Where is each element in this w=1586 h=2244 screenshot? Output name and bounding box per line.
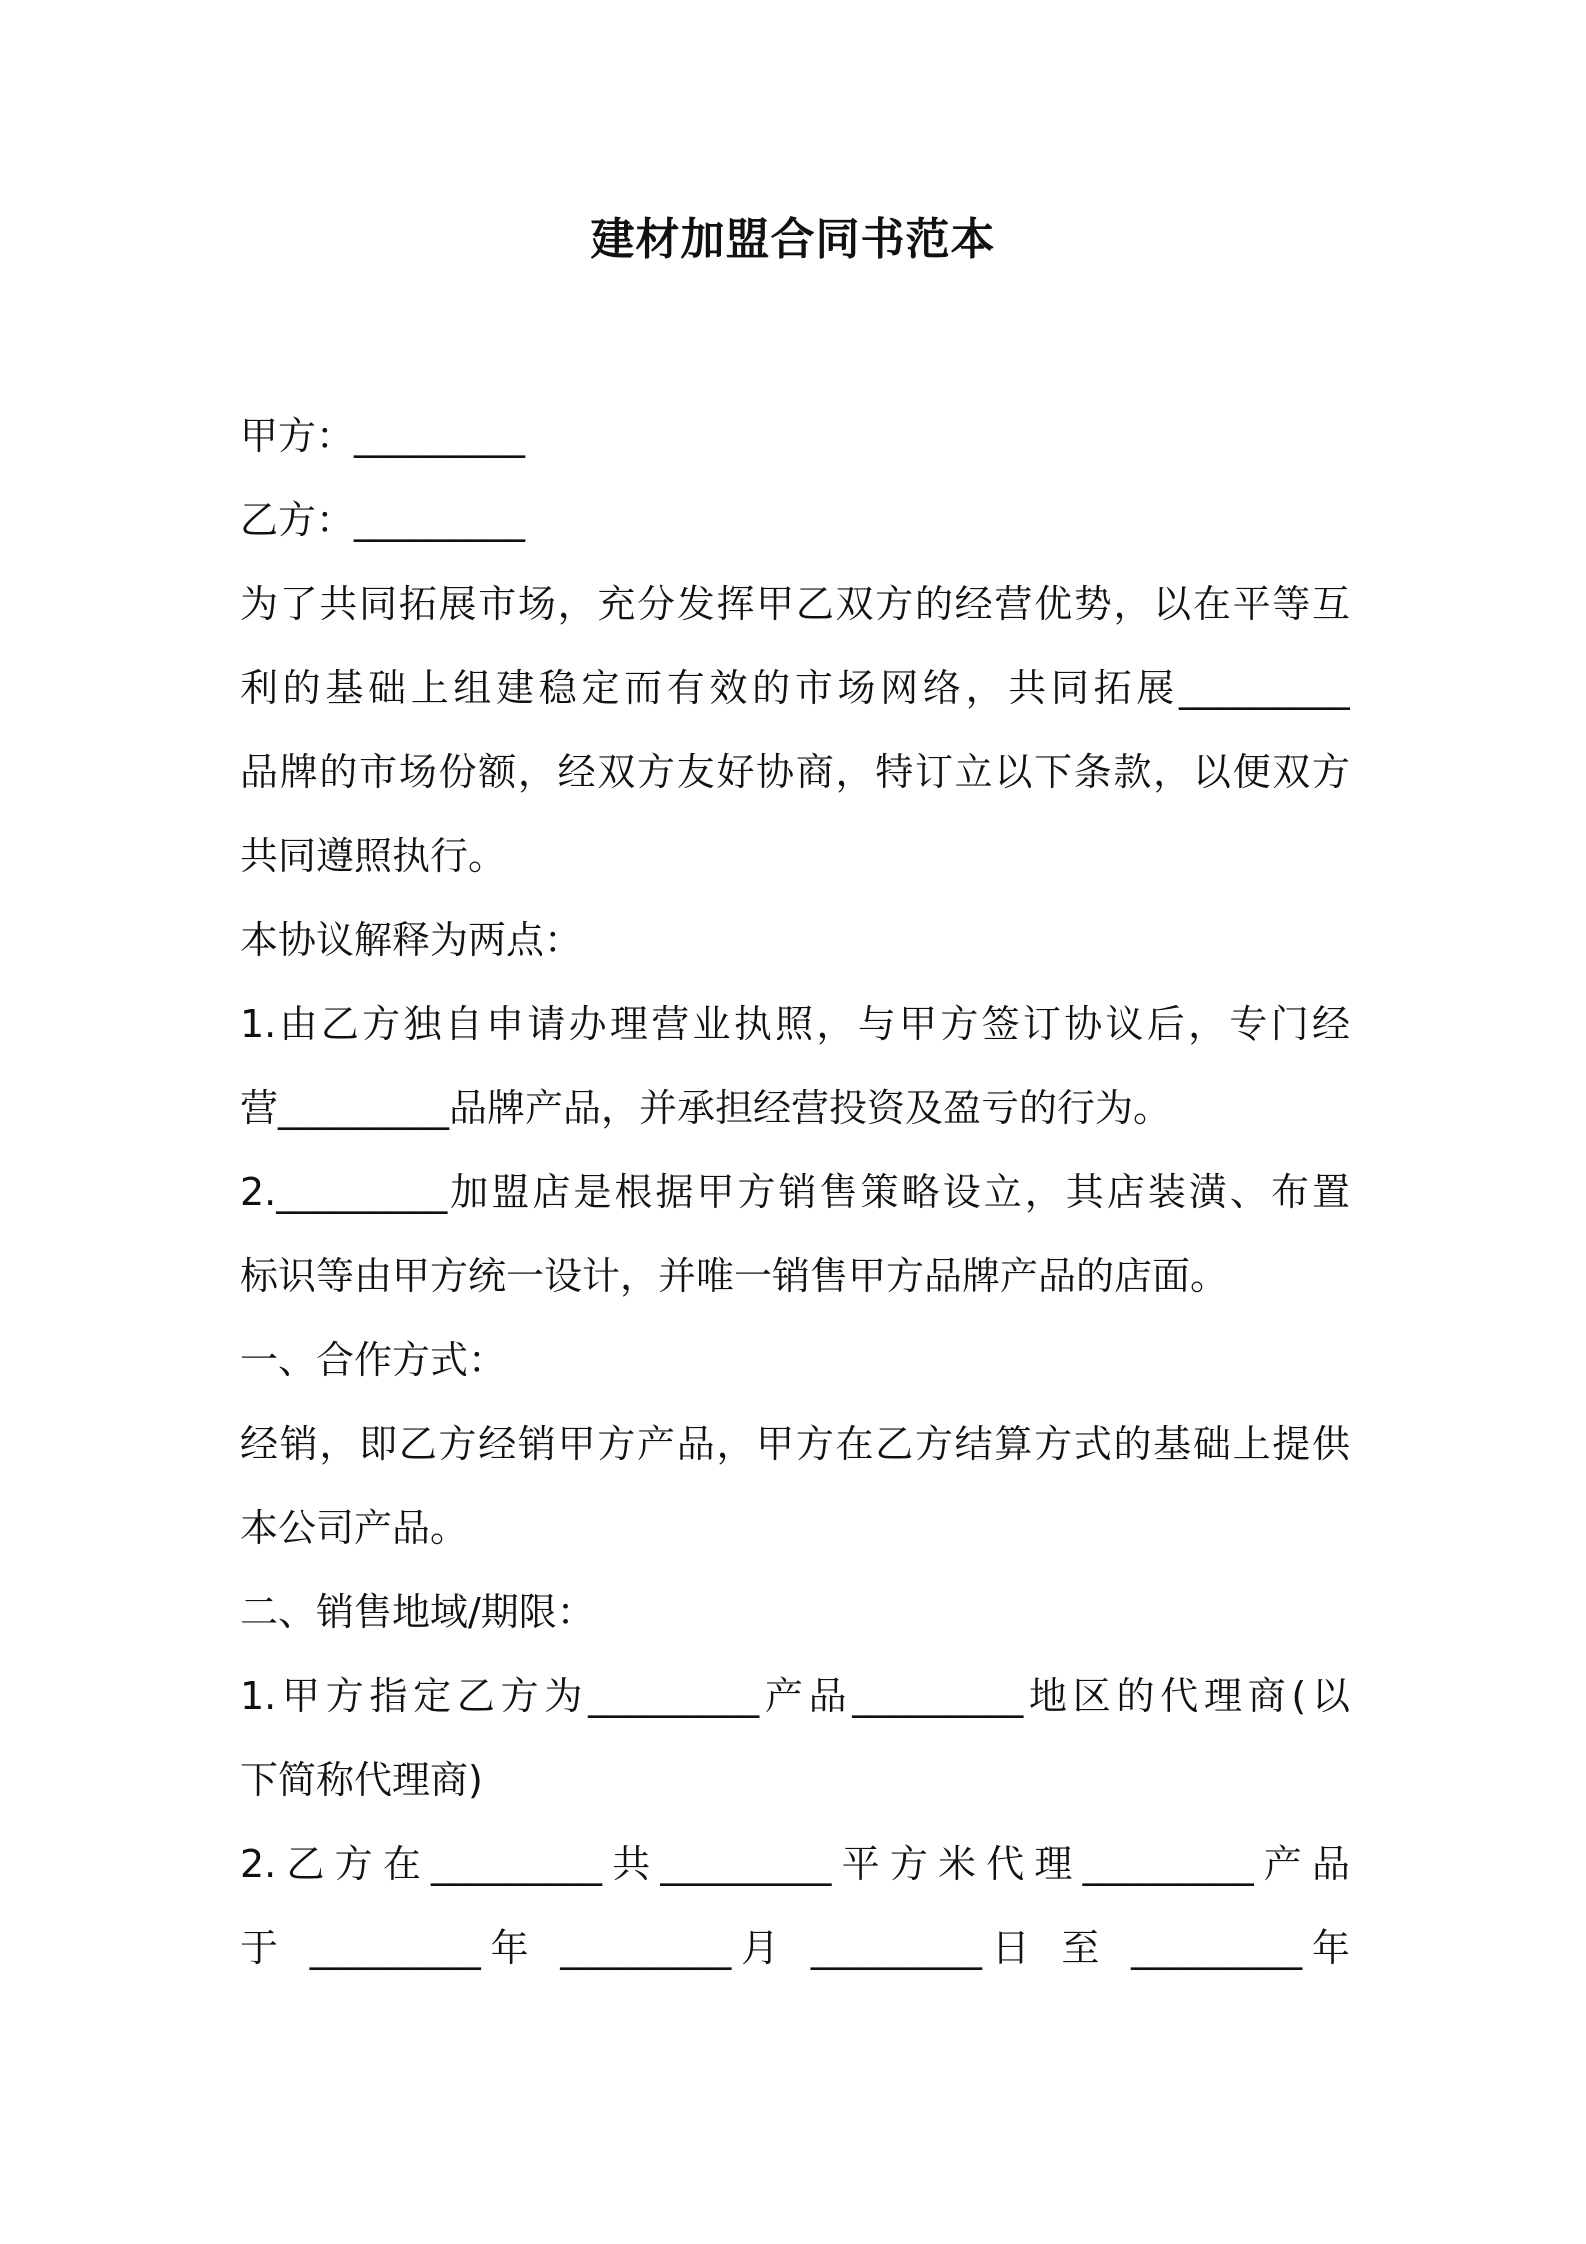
clause-1-line-2: 营_________品牌产品，并承担经营投资及盈亏的行为。 — [240, 1086, 1172, 1130]
section-2-item-2-line-1: 2.乙方在_________共_________平方米代理_________产品 — [240, 1842, 1350, 1886]
section-2-heading: 二、销售地域/期限： — [240, 1590, 595, 1634]
clause-2-line-2: 标识等由甲方统一设计，并唯一销售甲方品牌产品的店面。 — [240, 1254, 1229, 1298]
clause-2-line-1: 2._________加盟店是根据甲方销售策略设立，其店装潢、布置 — [240, 1170, 1350, 1214]
clause-1-line-1: 1.由乙方独自申请办理营业执照，与甲方签订协议后，专门经 — [240, 1002, 1350, 1046]
section-2-item-1-line-2: 下简称代理商) — [240, 1758, 483, 1802]
preamble-line-1: 为了共同拓展市场，充分发挥甲乙双方的经营优势，以在平等互 — [240, 582, 1350, 626]
section-2-item-2-line-2: 于 _________年 _________月 _________日 至 _________年 — [240, 1926, 1350, 1970]
preamble-line-2: 利的基础上组建稳定而有效的市场网络，共同拓展_________ — [240, 666, 1350, 710]
agreement-heading: 本协议解释为两点： — [240, 918, 583, 962]
section-1-heading: 一、合作方式： — [240, 1338, 507, 1382]
section-1-line-1: 经销，即乙方经销甲方产品，甲方在乙方结算方式的基础上提供 — [240, 1422, 1350, 1466]
preamble-line-3: 品牌的市场份额，经双方友好协商，特订立以下条款，以便双方 — [240, 750, 1350, 794]
preamble-line-4: 共同遵照执行。 — [240, 834, 507, 878]
party-b-line: 乙方：_________ — [240, 498, 526, 542]
party-a-line: 甲方：_________ — [240, 414, 526, 458]
document-title: 建材加盟合同书范本 — [590, 214, 996, 265]
section-2-item-1-line-1: 1.甲方指定乙方为_________产品_________地区的代理商(以 — [240, 1674, 1350, 1718]
section-1-line-2: 本公司产品。 — [240, 1506, 469, 1550]
